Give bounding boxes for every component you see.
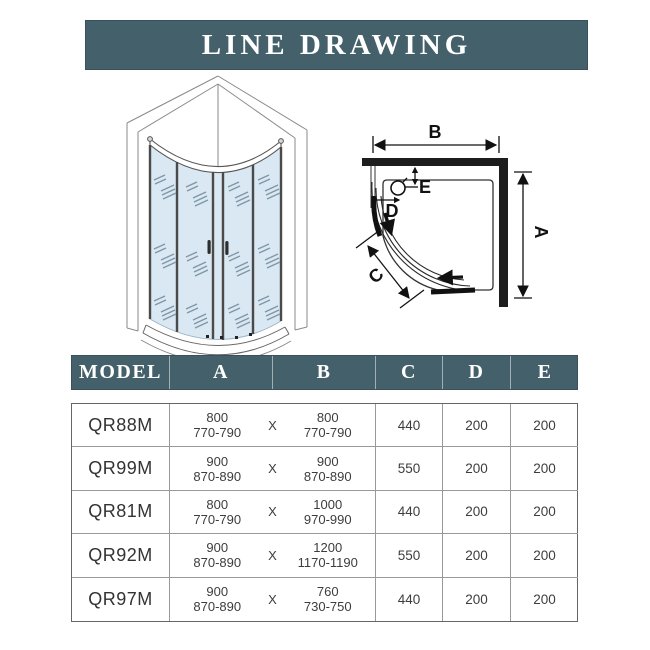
page-title: LINE DRAWING (201, 28, 472, 61)
dimension-e-value: 200 (533, 417, 556, 433)
model-cell: QR97M (72, 578, 170, 621)
table-row (72, 534, 578, 577)
table-row (72, 447, 578, 490)
dimension-e-value: 200 (533, 591, 556, 607)
dimension-b-value: 800 770-790 (303, 410, 352, 441)
dimension-e-value: 200 (533, 504, 556, 520)
dimension-b-value: 1200 1170-1190 (297, 540, 358, 571)
plan-view-drawing (330, 100, 565, 335)
spec-table (71, 403, 578, 622)
dimension-a-label: A (531, 225, 551, 239)
dimension-c-label: C (364, 263, 388, 288)
model-cell: QR88M (72, 404, 170, 446)
dimension-a-value: 900 870-890 (193, 584, 242, 615)
glass-panels (150, 145, 281, 340)
x-separator: X (268, 504, 277, 520)
dimension-e-label: E (419, 177, 432, 197)
dimension-a-value: 900 870-890 (193, 540, 242, 571)
model-cell: QR99M (72, 447, 170, 489)
dimension-a-value: 800 770-790 (193, 410, 242, 441)
dimension-d-value: 200 (443, 534, 511, 576)
title-bar (85, 20, 588, 70)
dimension-c (356, 230, 424, 308)
dimension-b-value: 900 870-890 (303, 453, 352, 484)
dimension-a-value: 800 770-790 (193, 496, 242, 527)
dimension-a-value: 900 870-890 (193, 453, 242, 484)
x-separator: X (268, 417, 277, 433)
dimension-d-value: 200 (443, 578, 511, 621)
dimension-c-value: 550 (376, 447, 443, 489)
column-header-c: C (376, 356, 443, 389)
isometric-shower-drawing (110, 75, 320, 355)
dimension-c-value: 550 (376, 534, 443, 576)
dimension-b-value: 760 730-750 (303, 584, 352, 615)
x-separator: X (268, 461, 277, 477)
dimension-ab-cell (170, 534, 376, 576)
dimension-b-label: B (428, 122, 442, 142)
dimension-c-value: 440 (376, 491, 443, 533)
x-separator: X (268, 591, 277, 607)
dimension-ab-cell (170, 578, 376, 621)
dimension-ab-cell (170, 491, 376, 533)
column-header-a: A (170, 356, 273, 389)
dimension-c-value: 440 (376, 404, 443, 446)
dimension-e-value: 200 (533, 547, 556, 563)
dimension-ab-cell (170, 404, 376, 446)
dimension-a (514, 172, 532, 298)
table-header (71, 355, 578, 390)
dimension-d-value: 200 (443, 447, 511, 489)
model-cell: QR92M (72, 534, 170, 576)
column-header-d: D (443, 356, 511, 389)
dimension-e-value: 200 (533, 461, 556, 477)
table-row (72, 404, 578, 447)
dimension-b-value: 1000 970-990 (303, 496, 352, 527)
plan-tray (383, 180, 493, 290)
dimension-d-value: 200 (443, 491, 511, 533)
model-cell: QR81M (72, 491, 170, 533)
door-arcs (372, 182, 474, 291)
dimension-c-value: 440 (376, 578, 443, 621)
column-header-e: E (537, 361, 553, 383)
table-row (72, 578, 578, 621)
table-row (72, 491, 578, 534)
dimension-d-value: 200 (443, 404, 511, 446)
column-header-b: B (273, 356, 376, 389)
dimension-d-label: D (385, 201, 399, 221)
x-separator: X (268, 547, 277, 563)
dimension-ab-cell (170, 447, 376, 489)
column-header-model: MODEL (72, 356, 170, 389)
